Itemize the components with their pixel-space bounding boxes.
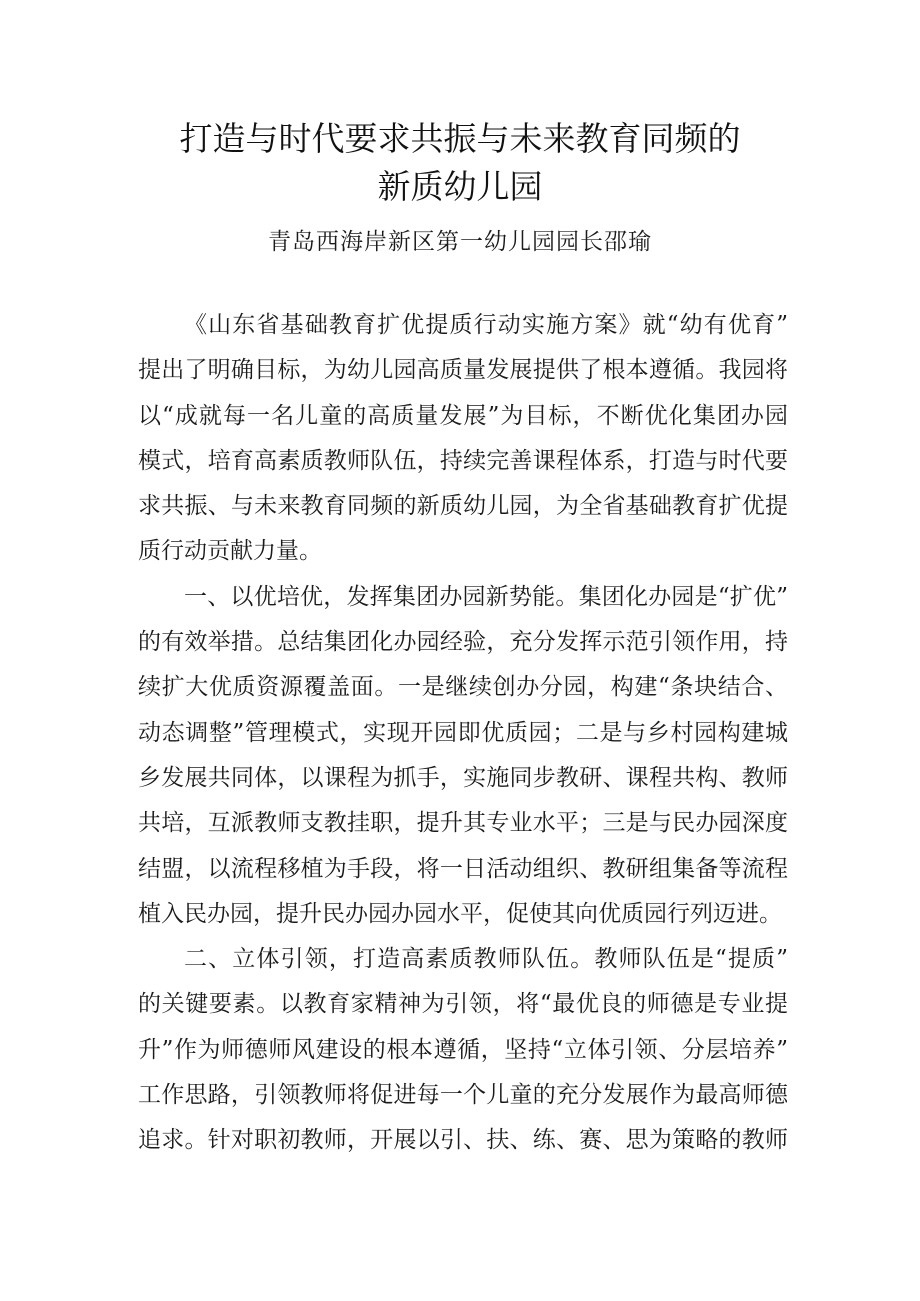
body-line: 以“成就每一名儿童的高质量发展”为目标，不断优化集团办园: [138, 402, 788, 429]
body-line: 乡发展共同体，以课程为抓手，实施同步教研、课程共构、教师: [138, 764, 788, 791]
body-line: 结盟，以流程移植为手段，将一日活动组织、教研组集备等流程: [138, 855, 788, 882]
body-line: 求共振、与未来教育同频的新质幼儿园，为全省基础教育扩优提: [138, 493, 788, 520]
body-line: 二、立体引领，打造高素质教师队伍。教师队伍是“提质”: [184, 946, 788, 973]
body-line: 动态调整”管理模式，实现开园即优质园；二是与乡村园构建城: [138, 719, 788, 746]
document-title-line-2: 新质幼儿园: [377, 167, 543, 206]
body-line: 提出了明确目标，为幼儿园高质量发展提供了根本遵循。我园将: [138, 357, 788, 384]
body-line: 升”作为师德师风建设的根本遵循，坚持“立体引领、分层培养”: [138, 1036, 788, 1063]
body-line: 续扩大优质资源覆盖面。一是继续创办分园，构建“条块结合、: [138, 674, 788, 701]
body-line: 追求。针对职初教师，开展以引、扶、练、赛、思为策略的教师: [138, 1127, 788, 1154]
body-line: 模式，培育高素质教师队伍，持续完善课程体系，打造与时代要: [138, 447, 788, 474]
document-body: [138, 303, 788, 1164]
body-line: 质行动贡献力量。: [138, 538, 322, 565]
body-line: 一、以优培优，发挥集团办园新势能。集团化办园是“扩优”: [184, 583, 788, 610]
body-line: 的有效举措。总结集团化办园经验，充分发挥示范引领作用，持: [138, 629, 788, 656]
author-line: 青岛西海岸新区第一幼儿园园长邵瑜: [268, 229, 652, 255]
body-line: 共培，互派教师支教挂职，提升其专业水平；三是与民办园深度: [138, 810, 788, 837]
body-line: 《山东省基础教育扩优提质行动实施方案》就“幼有优育”: [184, 312, 788, 338]
body-line: 植入民办园，提升民办园办园水平，促使其向优质园行列迈进。: [138, 900, 782, 927]
document-title-line-1: 打造与时代要求共振与未来教育同频的: [179, 119, 741, 158]
body-line: 的关键要素。以教育家精神为引领，将“最优良的师德是专业提: [138, 991, 788, 1018]
body-line: 工作思路，引领教师将促进每一个儿童的充分发展作为最高师德: [138, 1082, 788, 1109]
